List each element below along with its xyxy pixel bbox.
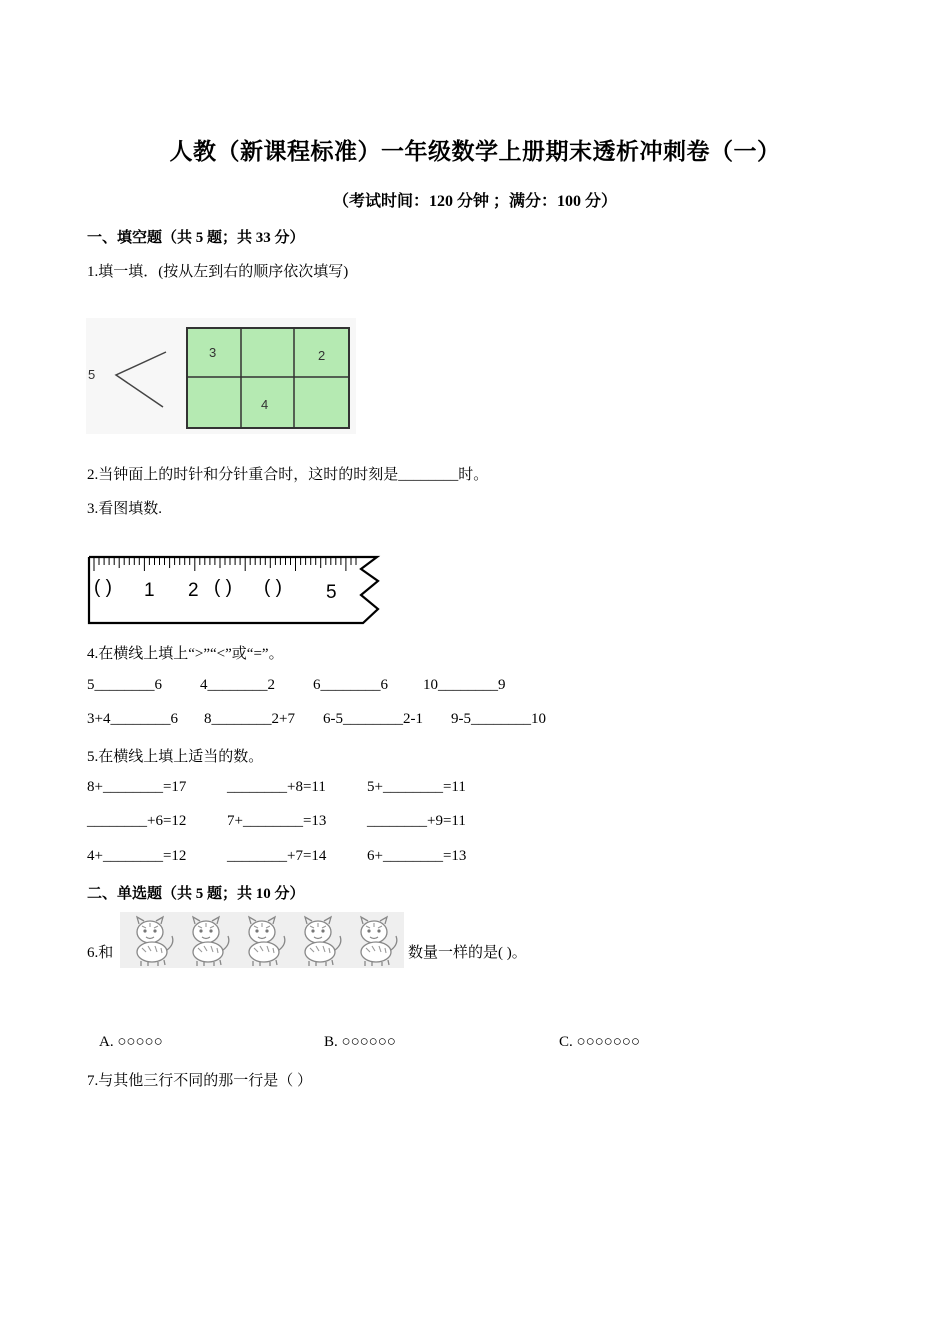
number-split-figure xyxy=(86,318,356,434)
equation-2: ________+8=11 xyxy=(227,779,326,795)
compare-2: 4________2 xyxy=(200,677,275,693)
question-1-text: 1.填一填．(按从左到右的顺序依次填写) xyxy=(87,264,349,280)
exam-info: （考试时间：120 分钟 ；满分：100 分） xyxy=(332,193,617,210)
equation-6: ________+9=11 xyxy=(367,813,466,829)
question-3-text: 3.看图填数. xyxy=(87,501,163,517)
grid-cell-3: 2 xyxy=(318,348,326,363)
tiger-picture xyxy=(120,912,404,968)
question-2-text: 2.当钟面上的时针和分针重合时，这时的时刻是________时。 xyxy=(87,467,489,483)
equation-3: 5+________=11 xyxy=(367,779,466,795)
question-6-prefix: 6.和 xyxy=(87,945,114,961)
question-4-text: 4.在横线上填上“>”“<”或“=”。 xyxy=(87,646,284,662)
equation-5: 7+________=13 xyxy=(227,813,327,829)
grid-cell-5: 4 xyxy=(261,397,269,412)
question-5-text: 5.在横线上填上适当的数。 xyxy=(87,749,264,765)
compare-6: 8________2+7 xyxy=(204,711,295,727)
ruler-label-4: ( ) xyxy=(214,577,232,598)
equation-9: 6+________=13 xyxy=(367,848,467,864)
compare-4: 10________9 xyxy=(423,677,506,693)
section-single-choice-heading: 二、单选题（共 5 题；共 10 分） xyxy=(87,886,305,902)
question-6-suffix: 数量一样的是( )。 xyxy=(408,945,527,961)
equation-4: ________+6=12 xyxy=(87,813,187,829)
ruler-label-2: 1 xyxy=(144,580,155,601)
ruler-label-5: ( ) xyxy=(264,577,282,598)
question-7-text: 7.与其他三行不同的那一行是（ ） xyxy=(87,1073,313,1089)
ruler-label-6: 5 xyxy=(326,582,337,603)
compare-3: 6________6 xyxy=(313,677,388,693)
compare-5: 3+4________6 xyxy=(87,711,178,727)
page-title: 人教（新课程标准）一年级数学上册期末透析冲刺卷（一） xyxy=(169,139,781,164)
section-fill-in-heading: 一、填空题（共 5 题；共 33 分） xyxy=(87,230,305,246)
compare-8: 9-5________10 xyxy=(451,711,546,727)
option-c[interactable]: C. ○○○○○○○ xyxy=(559,1034,640,1050)
total-number: 5 xyxy=(88,367,96,382)
compare-1: 5________6 xyxy=(87,677,162,693)
equation-8: ________+7=14 xyxy=(227,848,327,864)
grid-cell-1: 3 xyxy=(209,345,217,360)
answer-grid xyxy=(187,328,349,428)
equation-1: 8+________=17 xyxy=(87,779,187,795)
equation-7: 4+________=12 xyxy=(87,848,187,864)
option-a[interactable]: A. ○○○○○ xyxy=(99,1034,163,1050)
ruler-label-3: 2 xyxy=(188,580,199,601)
ruler-label-1: ( ) xyxy=(94,577,112,598)
ruler-figure xyxy=(86,553,384,627)
option-b[interactable]: B. ○○○○○○ xyxy=(324,1034,396,1050)
compare-7: 6-5________2-1 xyxy=(323,711,423,727)
